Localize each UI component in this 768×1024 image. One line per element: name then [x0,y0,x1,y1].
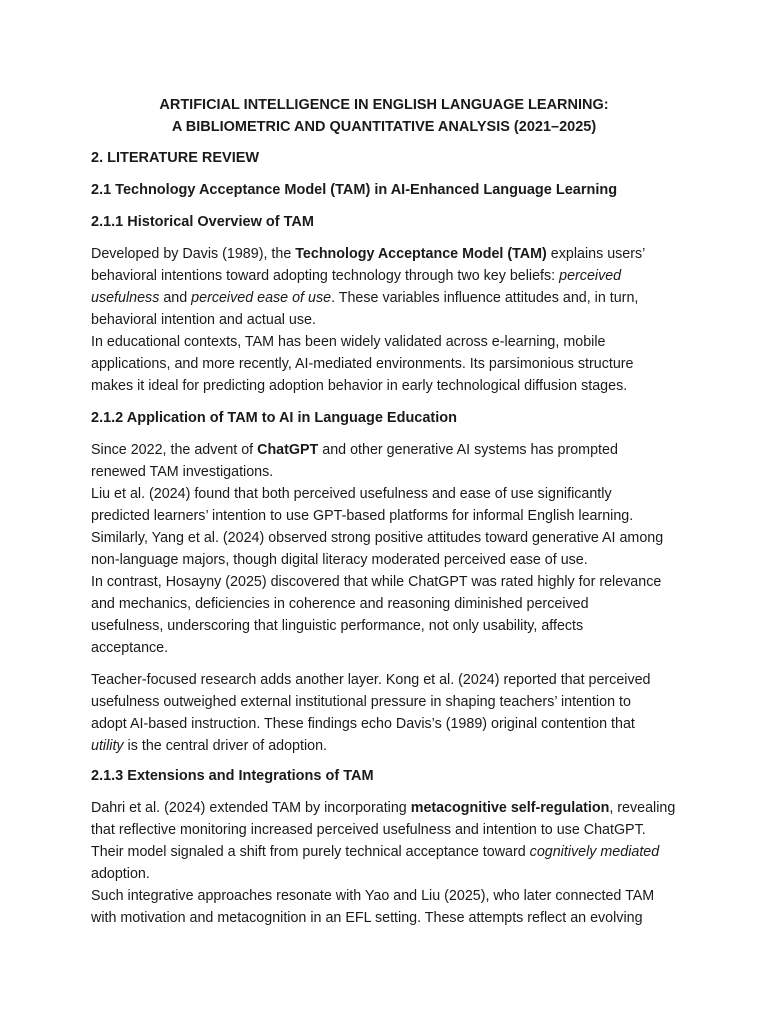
text-run: Dahri et al. (2024) extended TAM by incorporating [91,800,411,816]
paragraph-line: renewed TAM investigations. [91,464,274,480]
subsection-heading: 2.1 Technology Acceptance Model (TAM) in AI-Enhanced Language Learning [91,182,618,198]
document-title [0,94,768,138]
text-run: . These variables influence attitudes and, in turn, [331,290,639,306]
paragraph-line: Such integrative approaches resonate with Yao and Liu (2025), who later connected TAM [91,888,655,904]
paragraph-line: with motivation and metacognition in an EFL setting. These attempts reflect an evolving [91,910,643,926]
paragraph-line [91,290,638,306]
paragraph-line: Liu et al. (2024) found that both perceived usefulness and ease of use significantly [91,486,612,502]
paragraph-line: Similarly, Yang et al. (2024) observed strong positive attitudes toward generative AI among [91,530,664,546]
paragraph-line: Teacher-focused research adds another layer. Kong et al. (2024) reported that perceived [91,672,651,688]
text-run: and [159,290,192,306]
paragraph-line [91,844,659,860]
paragraph-line [91,246,645,262]
title-line-1: ARTIFICIAL INTELLIGENCE IN ENGLISH LANGUAGE LEARNING: [159,97,609,113]
italic-term: cognitively mediated [529,844,660,860]
paragraph-line: adoption. [91,866,150,882]
paragraph-line: and mechanics, deficiencies in coherence and reasoning diminished perceived [91,596,589,612]
paragraph-line: usefulness outweighed external institutional pressure in shaping teachers’ intention to [91,694,631,710]
italic-term: utility [91,738,124,754]
text-run: Their model signaled a shift from purely technical acceptance toward [91,844,530,860]
text-run: Developed by Davis (1989), the [91,246,296,262]
text-run: and other generative AI systems has prompted [318,442,618,458]
bold-term: ChatGPT [257,442,319,458]
paragraph-line: applications, and more recently, AI-mediated environments. Its parsimonious structure [91,356,634,372]
text-run: , revealing [609,800,676,816]
bold-term: metacognitive self-regulation [410,800,610,816]
paragraph-line: makes it ideal for predicting adoption behavior in early technological diffusion stages. [91,378,628,394]
paragraph-line: behavioral intention and actual use. [91,312,316,328]
heading-2-1-2: 2.1.2 Application of TAM to AI in Language Education [91,410,457,426]
italic-term: perceived [559,268,622,284]
paragraph-line [91,800,675,816]
paragraph-line [91,268,621,284]
heading-2-1-3: 2.1.3 Extensions and Integrations of TAM [91,768,374,784]
paragraph-line: that reflective monitoring increased perceived usefulness and intention to use ChatGPT. [91,822,646,838]
paragraph-line: In educational contexts, TAM has been widely validated across e-learning, mobile [91,334,606,350]
paragraph-line: predicted learners’ intention to use GPT-based platforms for informal English learning. [91,508,634,524]
paragraph-line: usefulness, underscoring that linguistic performance, not only usability, affects [91,618,584,634]
paragraph-line: non-language majors, though digital literacy moderated perceived ease of use. [91,552,588,568]
italic-term: usefulness [91,290,160,306]
paragraph-line: In contrast, Hosayny (2025) discovered that while ChatGPT was rated highly for relevance [91,574,662,590]
text-run: explains users’ [546,246,646,262]
bold-term: Technology Acceptance Model (TAM) [295,246,547,262]
text-run: Since 2022, the advent of [91,442,258,458]
title-line-2: A BIBLIOMETRIC AND QUANTITATIVE ANALYSIS (2021–2025) [171,119,597,135]
paragraph-line [91,738,327,754]
section-heading: 2. LITERATURE REVIEW [91,150,260,166]
text-run: is the central driver of adoption. [123,738,328,754]
paragraph-line: acceptance. [91,640,169,656]
text-run: behavioral intentions toward adopting technology through two key beliefs: [91,268,560,284]
heading-2-1-1: 2.1.1 Historical Overview of TAM [91,214,314,230]
paragraph-line: adopt AI-based instruction. These findings echo Davis’s (1989) original contention that [91,716,635,732]
italic-term: perceived ease of use [191,290,332,306]
paragraph-line [91,442,618,458]
